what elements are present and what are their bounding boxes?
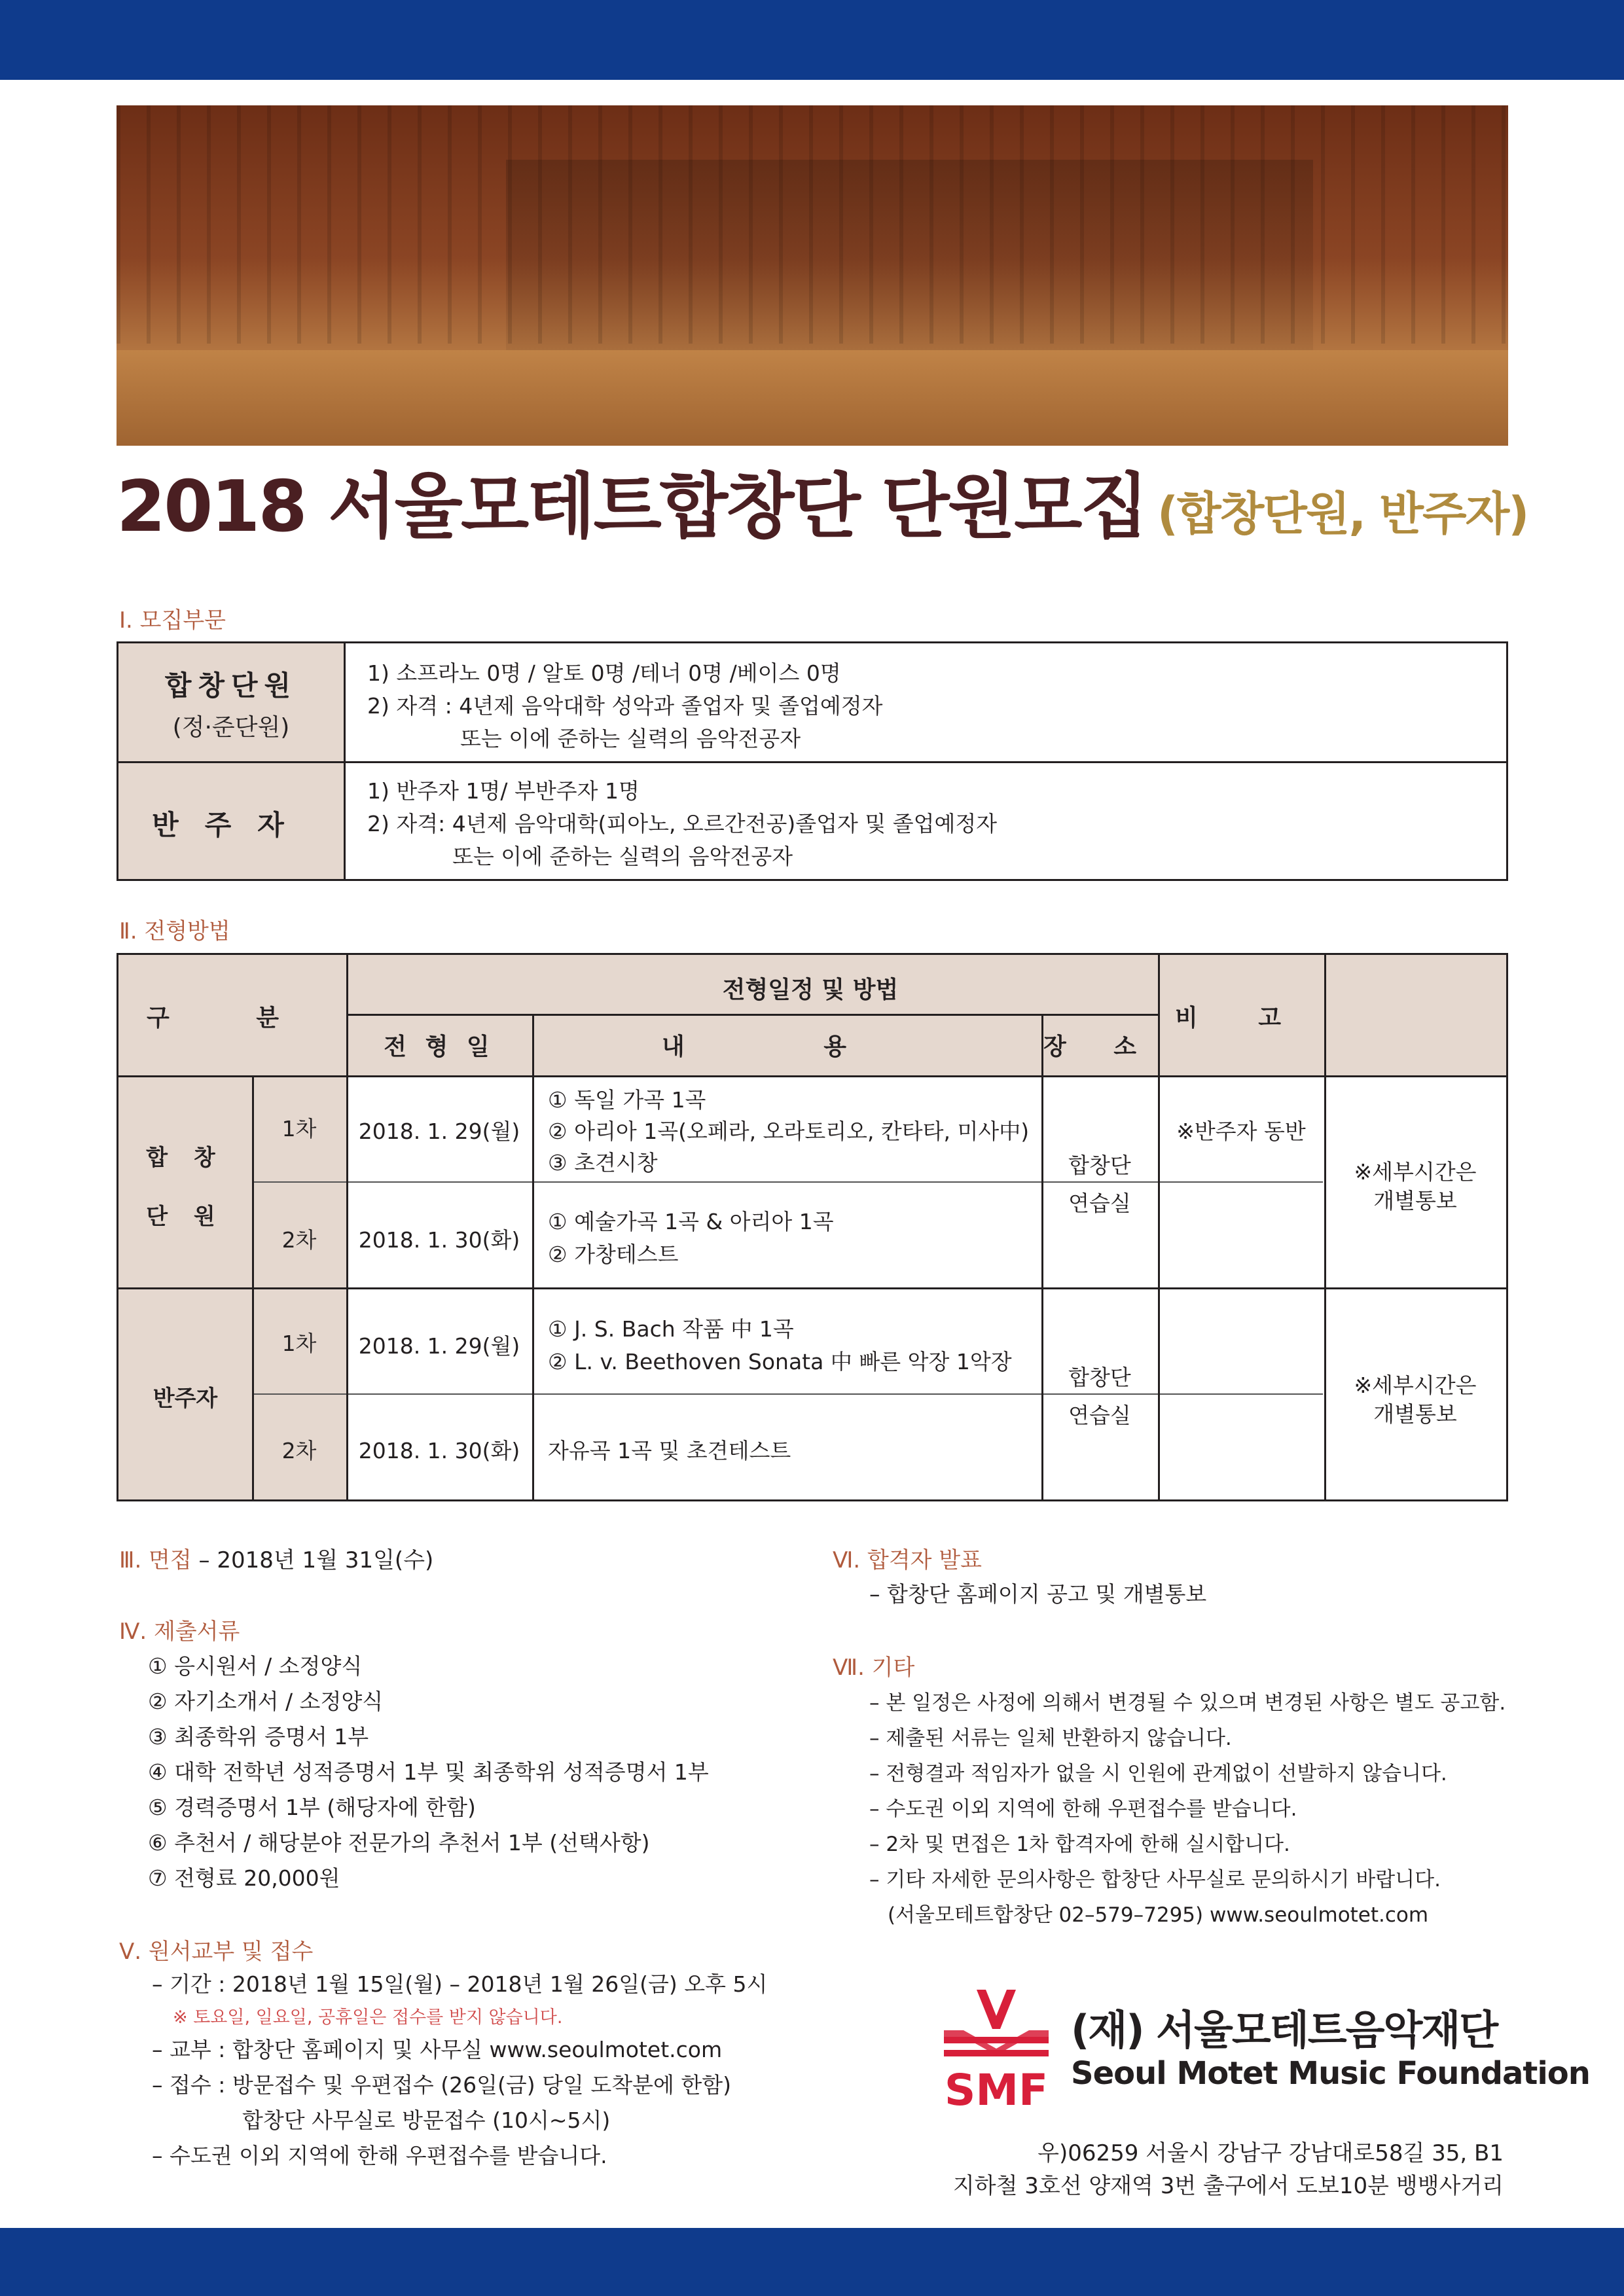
foundation-name-en: Seoul Motet Music Foundation — [1071, 2055, 1590, 2092]
document-item: ② 자기소개서 / 소정양식 — [148, 1689, 384, 1714]
round-label: 2차 — [281, 1438, 317, 1463]
extra-note: 개별통보 — [1373, 1188, 1457, 1213]
round-content: ② 가창테스트 — [548, 1242, 679, 1267]
top-color-band — [0, 0, 1624, 80]
round-date: 2018. 1. 30(화) — [358, 1438, 520, 1463]
foundation-logo — [937, 1990, 1055, 2114]
section-heading-documents: Ⅳ. 제출서류 — [119, 1619, 240, 1645]
application-period-note: ※ 토요일, 일요일, 공휴일은 접수를 받지 않습니다. — [173, 2007, 563, 2028]
interview-date: – 2018년 1월 31일(수) — [191, 1547, 434, 1573]
other-item: – 2차 및 면접은 1차 합격자에 한해 실시합니다. — [869, 1833, 1290, 1856]
page-title: 2018 서울모테트합창단 단원모집 — [117, 466, 1147, 548]
round-content: 자유곡 1곡 및 초견테스트 — [548, 1438, 791, 1463]
table-divider — [532, 1014, 534, 1499]
logo-letters: SMF — [944, 2065, 1049, 2114]
header-note: 비 고 — [1174, 1005, 1308, 1031]
document-item: ① 응시원서 / 소정양식 — [148, 1653, 363, 1679]
results-text: – 합창단 홈페이지 공고 및 개별통보 — [869, 1581, 1207, 1607]
place-label: 연습실 — [1068, 1191, 1131, 1216]
table-divider — [346, 1014, 1158, 1016]
recruit-line: 또는 이에 준하는 실력의 음악전공자 — [452, 844, 793, 869]
round-label: 1차 — [281, 1116, 317, 1141]
other-item: – 본 일정은 사정에 의해서 변경될 수 있으며 변경된 사항은 별도 공고함. — [869, 1691, 1506, 1715]
photo-choir-riser — [506, 160, 1313, 364]
group-label: 단 원 — [146, 1204, 225, 1230]
header-schedule: 전형일정 및 방법 — [722, 977, 899, 1003]
document-item: ⑦ 전형료 20,000원 — [148, 1865, 340, 1891]
place-label: 합창단 — [1068, 1153, 1131, 1178]
table-divider — [118, 1287, 1506, 1289]
section-heading-recruitment: Ⅰ. 모집부문 — [119, 607, 226, 634]
document-item: ③ 최종학위 증명서 1부 — [148, 1724, 369, 1749]
recruit-line: 또는 이에 준하는 실력의 음악전공자 — [460, 726, 801, 751]
document-item: ④ 대학 전학년 성적증명서 1부 및 최종학위 성적증명서 1부 — [148, 1759, 709, 1785]
round-content: ① J. S. Bach 작품 中 1곡 — [548, 1316, 794, 1342]
round-date: 2018. 1. 29(월) — [358, 1333, 520, 1359]
interview-heading: Ⅲ. 면접 — [119, 1547, 192, 1573]
recruit-line: 2) 자격: 4년제 음악대학(피아노, 오르간전공)졸업자 및 졸업예정자 — [367, 811, 998, 836]
recruit-line: 1) 반주자 1명/ 부반주자 1명 — [367, 778, 640, 804]
round-content: ③ 초견시창 — [548, 1150, 658, 1175]
application-receipt-detail: 합창단 사무실로 방문접수 (10시~5시) — [242, 2108, 611, 2133]
foundation-name-ko: (재) 서울모테트음악재단 — [1071, 2006, 1498, 2054]
header-date: 전 형 일 — [384, 1033, 495, 1060]
document-item: ⑤ 경력증명서 1부 (해당자에 한함) — [148, 1795, 476, 1820]
other-contact: (서울모테트합창단 02–579–7295) www.seoulmotet.com — [888, 1903, 1429, 1927]
section-heading-interview — [119, 1542, 433, 1574]
recruit-line: 1) 소프라노 0명 / 알토 0명 /테너 0명 /베이스 0명 — [367, 660, 841, 686]
round-content: ② 아리아 1곡(오페라, 오라토리오, 칸타타, 미사中) — [548, 1119, 1030, 1144]
other-item: – 기타 자세한 문의사항은 합창단 사무실로 문의하시기 바랍니다. — [869, 1868, 1441, 1892]
round-date: 2018. 1. 30(화) — [358, 1227, 520, 1253]
foundation-address: 우)06259 서울시 강남구 강남대로58길 35, B1 — [1038, 2140, 1504, 2166]
application-period: – 기간 : 2018년 1월 15일(월) – 2018년 1월 26일(금) 오후 5시 — [152, 1971, 768, 1997]
group-label: 합 창 — [146, 1145, 225, 1171]
header-content: 내 용 — [661, 1033, 912, 1060]
header-gubun: 구 분 — [146, 1005, 319, 1031]
photo-stage — [117, 350, 1508, 446]
round-content: ① 독일 가곡 1곡 — [548, 1087, 706, 1113]
table-divider — [118, 1075, 1506, 1077]
place-label: 연습실 — [1068, 1403, 1131, 1428]
selection-table — [117, 953, 1508, 1501]
other-item: – 전형결과 적임자가 없을 시 인원에 관계없이 선발하지 않습니다. — [869, 1762, 1447, 1785]
group-label: 반주자 — [153, 1386, 218, 1412]
round-date: 2018. 1. 29(월) — [358, 1119, 520, 1144]
section-heading-other: Ⅶ. 기타 — [833, 1655, 915, 1681]
recruit-line: 2) 자격 : 4년제 음악대학 성악과 졸업자 및 졸업예정자 — [367, 693, 883, 719]
choir-photo — [117, 105, 1508, 446]
recruit-label-cell — [118, 763, 344, 879]
extra-note: ※세부시간은 — [1354, 1159, 1477, 1185]
extra-note: 개별통보 — [1373, 1401, 1457, 1427]
bottom-color-band — [0, 2228, 1624, 2296]
round-label: 2차 — [281, 1227, 317, 1253]
section-heading-results: Ⅵ. 합격자 발표 — [833, 1547, 983, 1573]
extra-note: ※세부시간은 — [1354, 1372, 1477, 1398]
round-label: 1차 — [281, 1331, 317, 1356]
foundation-directions: 지하철 3호선 양재역 3번 출구에서 도보10분 뱅뱅사거리 — [952, 2173, 1504, 2199]
round-note: ※반주자 동반 — [1176, 1119, 1306, 1144]
other-item: – 제출된 서류는 일체 반환하지 않습니다. — [869, 1727, 1232, 1750]
section-heading-selection: Ⅱ. 전형방법 — [119, 918, 230, 944]
header-place: 장 소 — [1043, 1033, 1157, 1060]
recruitment-table — [117, 641, 1508, 881]
table-divider — [252, 1393, 1323, 1395]
application-distribution: – 교부 : 합창단 홈페이지 및 사무실 www.seoulmotet.com — [152, 2037, 723, 2062]
recruit-label: 합창단원 — [164, 670, 298, 702]
table-divider — [252, 1181, 1323, 1183]
table-divider — [1158, 955, 1160, 1499]
table-divider — [118, 761, 1506, 763]
place-label: 합창단 — [1068, 1365, 1131, 1390]
round-content: ① 예술가곡 1곡 & 아리아 1곡 — [548, 1209, 834, 1234]
recruit-label-sub: (정·준단원) — [172, 714, 290, 741]
recruit-label-cell — [118, 643, 344, 761]
page-subtitle: (합창단원, 반주자) — [1157, 487, 1528, 541]
other-item: – 수도권 이외 지역에 한해 우편접수를 받습니다. — [869, 1797, 1297, 1821]
foundation-logo-mark — [937, 1990, 1055, 2114]
document-item: ⑥ 추천서 / 해당분야 전문가의 추천서 1부 (선택사항) — [148, 1830, 650, 1856]
application-mail: – 수도권 이외 지역에 한해 우편접수를 받습니다. — [152, 2143, 607, 2168]
recruit-label: 반주자 — [152, 809, 310, 841]
section-heading-application: Ⅴ. 원서교부 및 접수 — [119, 1939, 314, 1965]
application-receipt: – 접수 : 방문접수 및 우편접수 (26일(금) 당일 도착분에 한함) — [152, 2072, 731, 2098]
round-content: ② L. v. Beethoven Sonata 中 빠른 악장 1악장 — [548, 1349, 1012, 1374]
